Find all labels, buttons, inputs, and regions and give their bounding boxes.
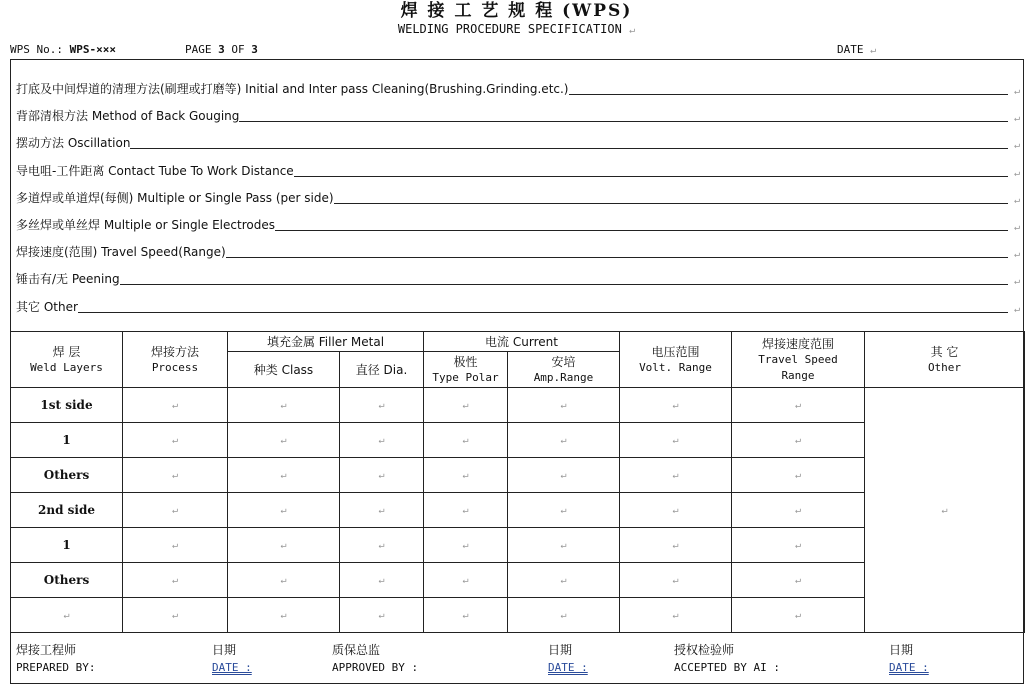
cell-class[interactable]: [228, 528, 340, 563]
cell-layer-blank[interactable]: [11, 598, 123, 633]
row-label: 1st side: [11, 388, 123, 423]
line-back-gouging[interactable]: [16, 103, 1020, 125]
line-contact-tube[interactable]: [16, 158, 1020, 180]
line-back-gouging-label: 背部清根方法 Method of Back Gouging: [16, 109, 240, 123]
cell-process[interactable]: [123, 563, 228, 598]
cell-travel[interactable]: [732, 528, 865, 563]
line-oscillation-label: 摆动方法 Oscillation: [16, 136, 131, 150]
paragraph-mark-icon: ↵: [280, 504, 287, 516]
row-label: 1: [11, 528, 123, 563]
cell-process[interactable]: [123, 458, 228, 493]
header-process-cn: 焊接方法: [150, 344, 199, 359]
cell-amp[interactable]: [508, 423, 620, 458]
paragraph-mark-icon: ↵: [462, 539, 469, 551]
cell-class[interactable]: [228, 598, 340, 633]
paragraph-mark-icon: ↵: [462, 609, 469, 621]
cell-class[interactable]: [228, 388, 340, 423]
cell-travel[interactable]: [732, 493, 865, 528]
line-contact-tube-label: 导电咀-工件距离 Contact Tube To Work Distance: [16, 164, 294, 178]
cell-polarity[interactable]: [424, 493, 508, 528]
line-peening[interactable]: [16, 266, 1020, 288]
cell-polarity[interactable]: [424, 388, 508, 423]
line-multi-pass[interactable]: [16, 185, 1020, 207]
subtitle-text: WELDING PROCEDURE SPECIFICATION: [397, 22, 622, 36]
cell-travel[interactable]: [732, 598, 865, 633]
line-contact-tube-input[interactable]: [294, 175, 1008, 177]
cell-dia[interactable]: [340, 458, 424, 493]
header-process-en: Process: [151, 360, 199, 374]
cell-amp[interactable]: [508, 598, 620, 633]
paragraph-mark-icon: ↵: [1013, 168, 1020, 179]
paragraph-mark-icon: ↵: [629, 25, 636, 36]
document-subtitle: [0, 22, 1033, 36]
cell-amp[interactable]: [508, 493, 620, 528]
paragraph-mark-icon: ↵: [794, 434, 802, 446]
table-row: [11, 388, 1025, 423]
line-other-input[interactable]: [78, 311, 1008, 313]
header-travel-en2: Range: [781, 368, 815, 382]
cell-amp[interactable]: [508, 563, 620, 598]
accepted-by-cn: 授权检验师: [674, 643, 735, 657]
cell-other-merged[interactable]: [865, 388, 1025, 633]
paragraph-mark-icon: ↵: [280, 469, 287, 481]
cell-volt[interactable]: [620, 528, 732, 563]
cell-volt[interactable]: [620, 563, 732, 598]
paragraph-mark-icon: ↵: [462, 504, 469, 516]
paragraph-mark-icon: ↵: [63, 609, 70, 621]
cell-process[interactable]: [123, 598, 228, 633]
header-filler-metal: 填充金属 Filler Metal: [228, 332, 424, 352]
cell-process[interactable]: [123, 493, 228, 528]
line-multi-pass-label: 多道焊或单道焊(每侧) Multiple or Single Pass (per side): [16, 191, 334, 205]
prepared-by-cn: 焊接工程师: [16, 643, 77, 657]
prepared-date[interactable]: [212, 641, 252, 674]
paragraph-mark-icon: ↵: [378, 539, 385, 551]
header-other-en: Other: [927, 360, 962, 374]
cell-volt[interactable]: [620, 598, 732, 633]
approved-date-en: DATE :: [548, 661, 588, 674]
cell-polarity[interactable]: [424, 458, 508, 493]
paragraph-mark-icon: ↵: [171, 434, 179, 446]
header-current: 电流 Current: [424, 332, 620, 352]
header-volt-en: Volt. Range: [639, 360, 712, 374]
accepted-by[interactable]: [674, 641, 780, 674]
prepared-by-en: PREPARED BY:: [16, 661, 96, 674]
page-indicator: [185, 43, 258, 56]
paragraph-mark-icon: ↵: [941, 504, 948, 516]
cell-polarity[interactable]: [424, 563, 508, 598]
paragraph-mark-icon: ↵: [794, 399, 802, 411]
paragraph-mark-icon: ↵: [870, 45, 877, 56]
paragraph-mark-icon: ↵: [672, 609, 679, 621]
paragraph-mark-icon: ↵: [171, 539, 179, 551]
cell-travel[interactable]: [732, 423, 865, 458]
line-electrodes[interactable]: [16, 212, 1020, 234]
paragraph-mark-icon: ↵: [171, 469, 179, 481]
cell-polarity[interactable]: [424, 598, 508, 633]
cell-dia[interactable]: [340, 423, 424, 458]
approved-date-cn: 日期: [548, 643, 573, 657]
document-title: 焊 接 工 艺 规 程 (WPS): [400, 1, 633, 21]
paragraph-mark-icon: ↵: [560, 504, 567, 516]
cell-travel[interactable]: [732, 563, 865, 598]
cell-amp[interactable]: [508, 458, 620, 493]
row-label: Others: [11, 563, 123, 598]
paragraph-mark-icon: ↵: [1013, 86, 1020, 97]
header-weld-layers-cn: 焊 层: [52, 344, 81, 359]
paragraph-mark-icon: ↵: [672, 434, 679, 446]
prepared-date-en: DATE :: [212, 661, 252, 674]
line-travel-speed-input[interactable]: [226, 256, 1008, 258]
header-travel-cn: 焊接速度范围: [761, 336, 834, 351]
paragraph-mark-icon: ↵: [1013, 249, 1020, 260]
header-polarity-en: Type Polar: [432, 370, 499, 384]
header-other: [865, 332, 1025, 388]
cell-class[interactable]: [228, 493, 340, 528]
line-oscillation-input[interactable]: [130, 147, 1008, 149]
line-multi-pass-input[interactable]: [334, 202, 1008, 204]
line-back-gouging-input[interactable]: [239, 120, 1008, 122]
cell-volt[interactable]: [620, 493, 732, 528]
cell-travel[interactable]: [732, 458, 865, 493]
header-travel-speed: [732, 332, 865, 388]
paragraph-mark-icon: ↵: [462, 434, 469, 446]
paragraph-mark-icon: ↵: [560, 399, 567, 411]
paragraph-mark-icon: ↵: [378, 469, 385, 481]
header-amp-en: Amp.Range: [533, 370, 594, 384]
page-label: PAGE: [185, 43, 212, 56]
paragraph-mark-icon: ↵: [280, 434, 287, 446]
cell-volt[interactable]: [620, 388, 732, 423]
line-electrodes-input[interactable]: [275, 229, 1008, 231]
paragraph-mark-icon: ↵: [560, 609, 567, 621]
cell-process[interactable]: [123, 528, 228, 563]
paragraph-mark-icon: ↵: [171, 574, 179, 586]
paragraph-mark-icon: ↵: [171, 504, 179, 516]
paragraph-mark-icon: ↵: [462, 574, 469, 586]
header-class: 种类 Class: [228, 352, 340, 388]
wps-number: [10, 43, 116, 56]
paragraph-mark-icon: ↵: [1013, 113, 1020, 124]
weld-parameters-table: [10, 331, 1025, 633]
cell-dia[interactable]: [340, 528, 424, 563]
header-process: [123, 332, 228, 388]
paragraph-mark-icon: ↵: [171, 609, 179, 621]
cell-class[interactable]: [228, 458, 340, 493]
line-cleaning[interactable]: [16, 76, 1020, 98]
paragraph-mark-icon: ↵: [560, 539, 567, 551]
paragraph-mark-icon: ↵: [672, 504, 679, 516]
date-label: DATE: [837, 43, 864, 56]
cell-travel[interactable]: [732, 388, 865, 423]
cell-process[interactable]: [123, 388, 228, 423]
header-polarity-cn: 极性: [453, 354, 478, 369]
paragraph-mark-icon: ↵: [171, 399, 179, 411]
page-current: 3: [218, 43, 225, 56]
header-weld-layers: [11, 332, 123, 388]
paragraph-mark-icon: ↵: [280, 399, 287, 411]
approved-by-en: APPROVED BY :: [332, 661, 419, 674]
page-total: 3: [251, 43, 258, 56]
line-travel-speed-label: 焊接速度(范围) Travel Speed(Range): [16, 245, 226, 259]
wps-no-label: WPS No.:: [10, 43, 63, 56]
paragraph-mark-icon: ↵: [672, 399, 679, 411]
row-label: 1: [11, 423, 123, 458]
wps-no-value[interactable]: WPS-×××: [69, 43, 116, 56]
approved-date[interactable]: [548, 641, 588, 674]
accepted-date[interactable]: [889, 641, 929, 674]
cell-volt[interactable]: [620, 458, 732, 493]
page-of: OF: [231, 43, 245, 56]
row-label: Others: [11, 458, 123, 493]
cell-polarity[interactable]: [424, 423, 508, 458]
accepted-date-cn: 日期: [889, 643, 914, 657]
approved-by[interactable]: [332, 641, 418, 674]
paragraph-mark-icon: ↵: [672, 539, 679, 551]
paragraph-mark-icon: ↵: [378, 399, 385, 411]
paragraph-mark-icon: ↵: [794, 539, 802, 551]
cell-volt[interactable]: [620, 423, 732, 458]
cell-class[interactable]: [228, 423, 340, 458]
cell-dia[interactable]: [340, 493, 424, 528]
cell-dia[interactable]: [340, 388, 424, 423]
cell-class[interactable]: [228, 563, 340, 598]
header-other-cn: 其 它: [930, 344, 959, 359]
line-other[interactable]: [16, 294, 1020, 316]
accepted-date-en: DATE :: [889, 661, 929, 674]
header-volt-cn: 电压范围: [651, 344, 700, 359]
cell-polarity[interactable]: [424, 528, 508, 563]
paragraph-mark-icon: ↵: [672, 469, 679, 481]
paragraph-mark-icon: ↵: [1013, 140, 1020, 151]
paragraph-mark-icon: ↵: [560, 574, 567, 586]
cell-dia[interactable]: [340, 563, 424, 598]
line-oscillation[interactable]: [16, 130, 1020, 152]
paragraph-mark-icon: ↵: [280, 574, 287, 586]
header-polarity: [424, 352, 508, 388]
accepted-by-en: ACCEPTED BY AI :: [674, 661, 780, 674]
header-dia: 直径 Dia.: [340, 352, 424, 388]
paragraph-mark-icon: ↵: [794, 469, 802, 481]
approved-by-cn: 质保总监: [332, 643, 381, 657]
line-electrodes-label: 多丝焊或单丝焊 Multiple or Single Electrodes: [16, 218, 275, 232]
cell-amp[interactable]: [508, 528, 620, 563]
header-volt-range: [620, 332, 732, 388]
paragraph-mark-icon: ↵: [1013, 304, 1020, 315]
line-peening-label: 锤击有/无 Peening: [16, 272, 120, 286]
paragraph-mark-icon: ↵: [280, 609, 287, 621]
paragraph-mark-icon: ↵: [794, 574, 802, 586]
paragraph-mark-icon: ↵: [794, 504, 802, 516]
paragraph-mark-icon: ↵: [560, 469, 567, 481]
prepared-date-cn: 日期: [212, 643, 237, 657]
cell-amp[interactable]: [508, 388, 620, 423]
paragraph-mark-icon: ↵: [378, 609, 385, 621]
paragraph-mark-icon: ↵: [560, 434, 567, 446]
line-other-label: 其它 Other: [16, 300, 78, 314]
line-cleaning-label: 打底及中间焊道的清理方法(刷理或打磨等) Initial and Inter pass Cleaning(Brushing.Grinding.etc.): [16, 82, 569, 96]
paragraph-mark-icon: ↵: [462, 469, 469, 481]
paragraph-mark-icon: ↵: [672, 574, 679, 586]
paragraph-mark-icon: ↵: [378, 574, 385, 586]
header-weld-layers-en: Weld Layers: [30, 360, 103, 374]
cell-dia[interactable]: [340, 598, 424, 633]
line-cleaning-input[interactable]: [569, 93, 1008, 95]
paragraph-mark-icon: ↵: [378, 504, 385, 516]
paragraph-mark-icon: ↵: [1013, 276, 1020, 287]
paragraph-mark-icon: ↵: [1013, 195, 1020, 206]
paragraph-mark-icon: ↵: [280, 539, 287, 551]
header-travel-en: Travel Speed: [758, 352, 838, 366]
row-label: 2nd side: [11, 493, 123, 528]
paragraph-mark-icon: ↵: [462, 399, 469, 411]
header-amp-cn: 安培: [551, 354, 576, 369]
paragraph-mark-icon: ↵: [378, 434, 385, 446]
header-amp: [508, 352, 620, 388]
cell-process[interactable]: [123, 423, 228, 458]
line-travel-speed[interactable]: [16, 239, 1020, 261]
paragraph-mark-icon: ↵: [794, 609, 802, 621]
line-peening-input[interactable]: [120, 283, 1008, 285]
date-field[interactable]: [837, 43, 876, 56]
prepared-by[interactable]: [16, 641, 95, 674]
paragraph-mark-icon: ↵: [1013, 222, 1020, 233]
